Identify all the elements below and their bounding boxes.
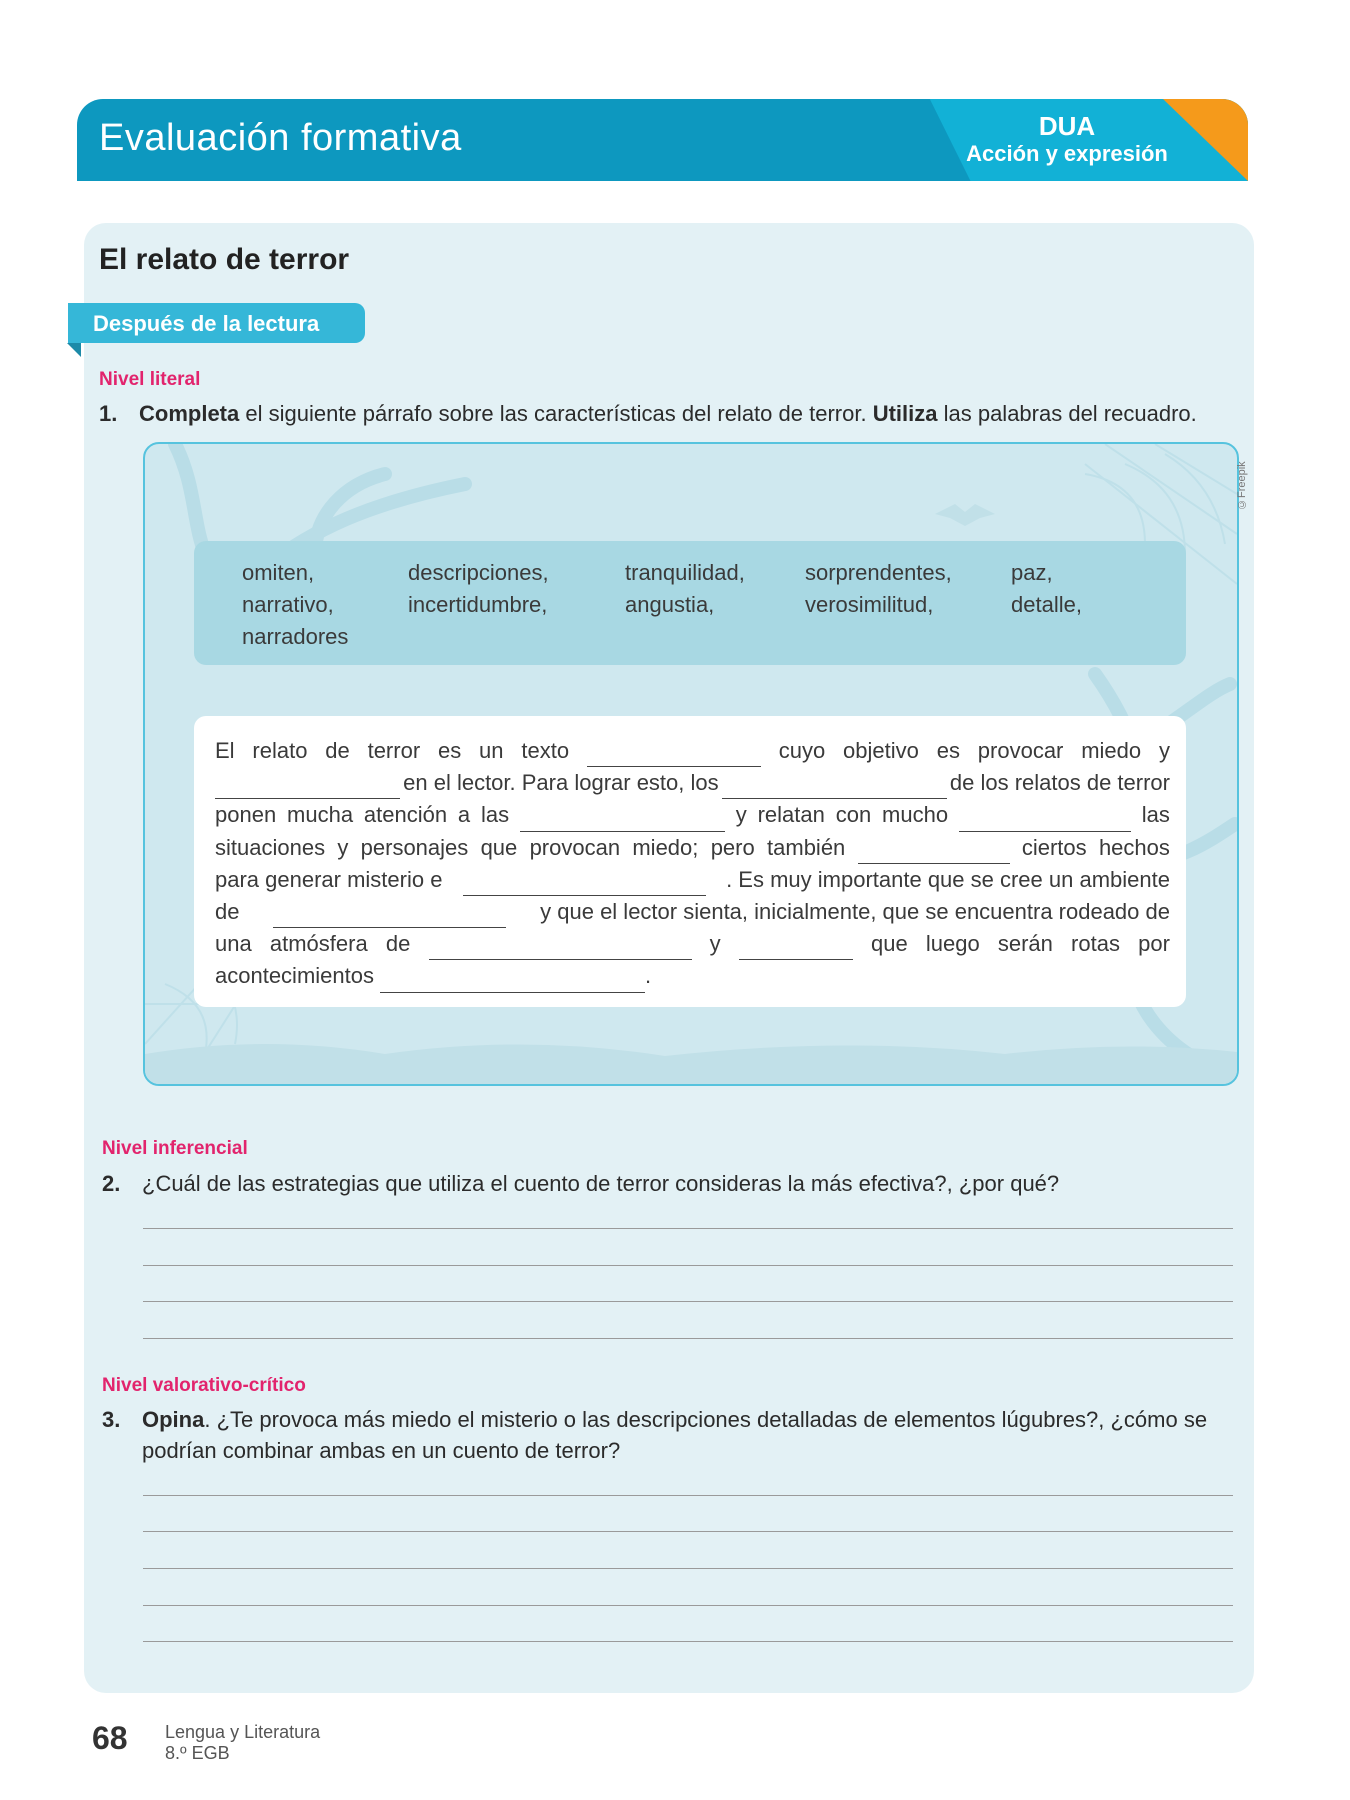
paragraph-word: por bbox=[1138, 931, 1170, 957]
answer-line[interactable] bbox=[143, 1301, 1233, 1302]
answer-blank[interactable] bbox=[959, 809, 1131, 832]
word-bank-item: incertidumbre, bbox=[408, 592, 548, 617]
paragraph-line bbox=[215, 832, 1170, 864]
paragraph-line bbox=[215, 896, 1170, 928]
answer-blank[interactable] bbox=[739, 937, 853, 960]
level-critical-label: Nivel valorativo-crítico bbox=[102, 1375, 306, 1396]
paragraph-line bbox=[215, 735, 1170, 767]
paragraph-word: mucho bbox=[882, 802, 949, 828]
paragraph-word: relatan bbox=[757, 802, 825, 828]
instruction-text: el siguiente párrafo sobre las características del relato de terror. bbox=[239, 401, 873, 426]
image-credit: ©Freepik bbox=[1236, 461, 1248, 510]
word-bank-item: detalle, bbox=[1011, 592, 1082, 617]
paragraph-word: es bbox=[437, 738, 462, 763]
paragraph-word: . Es muy importante que se cree un ambiente bbox=[726, 866, 1170, 892]
paragraph-word: rotas bbox=[1071, 931, 1120, 957]
word-bank-column bbox=[408, 557, 549, 621]
paragraph-word: terror bbox=[367, 738, 421, 763]
paragraph-word: que bbox=[480, 834, 518, 860]
word-bank-column bbox=[805, 557, 952, 621]
paragraph-word: y bbox=[709, 931, 721, 957]
paragraph-word: un bbox=[479, 738, 504, 763]
section-title: El relato de terror bbox=[99, 243, 350, 276]
answer-blank[interactable] bbox=[858, 841, 1010, 864]
paragraph-word: hechos bbox=[1098, 834, 1170, 860]
answer-line[interactable] bbox=[143, 1641, 1233, 1642]
word-bank-item: paz, bbox=[1011, 560, 1053, 585]
answer-line[interactable] bbox=[143, 1495, 1233, 1496]
paragraph-word: atención bbox=[363, 802, 448, 828]
paragraph-word: con bbox=[835, 802, 872, 828]
answer-line[interactable] bbox=[143, 1265, 1233, 1266]
word-bank-column bbox=[242, 557, 348, 653]
paragraph-word: . bbox=[644, 963, 652, 989]
paragraph-line bbox=[215, 960, 1170, 992]
question-number: 2. bbox=[102, 1171, 121, 1196]
cloze-paragraph-box bbox=[194, 716, 1186, 1007]
paragraph-word: y bbox=[735, 802, 747, 828]
paragraph-word: serán bbox=[997, 931, 1053, 957]
answer-blank[interactable] bbox=[215, 776, 400, 799]
paragraph-word: de bbox=[215, 899, 240, 925]
paragraph-word: es bbox=[936, 738, 960, 763]
paragraph-word: objetivo bbox=[843, 738, 919, 763]
question-2 bbox=[102, 1168, 1242, 1199]
dua-label: DUA bbox=[1038, 111, 1096, 141]
paragraph-word: y bbox=[337, 834, 349, 860]
footer-subject bbox=[165, 1722, 320, 1764]
page-number: 68 bbox=[92, 1720, 128, 1756]
paragraph-word: situaciones bbox=[215, 834, 326, 860]
question-3 bbox=[102, 1404, 1252, 1466]
paragraph-line bbox=[215, 767, 1170, 799]
paragraph-word: y que el lector sienta, inicialmente, que se encuentra rodeado de bbox=[540, 899, 1170, 925]
question-number: 3. bbox=[102, 1407, 121, 1432]
paragraph-word: relato bbox=[252, 738, 308, 763]
section-tab-label: Después de la lectura bbox=[93, 311, 320, 336]
word-bank-item: narrativo, bbox=[242, 592, 334, 617]
grade-level: 8.º EGB bbox=[165, 1743, 230, 1763]
answer-blank[interactable] bbox=[587, 744, 761, 767]
answer-blank[interactable] bbox=[520, 809, 725, 832]
paragraph-word: acontecimientos bbox=[215, 963, 374, 989]
word-bank-item: tranquilidad, bbox=[625, 560, 745, 585]
paragraph-word: provocar bbox=[977, 738, 1064, 763]
instruction-verb: Utiliza bbox=[872, 401, 938, 426]
paragraph-word: provocan bbox=[529, 834, 621, 860]
answer-line[interactable] bbox=[143, 1338, 1233, 1339]
answer-line[interactable] bbox=[143, 1605, 1233, 1606]
answer-blank[interactable] bbox=[380, 970, 645, 993]
paragraph-word: de los relatos de terror bbox=[949, 770, 1170, 796]
answer-line[interactable] bbox=[143, 1531, 1233, 1532]
answer-line[interactable] bbox=[143, 1568, 1233, 1569]
instruction-text: las palabras del recuadro. bbox=[937, 401, 1197, 426]
word-bank-item: sorprendentes, bbox=[805, 560, 952, 585]
paragraph-word: las bbox=[1141, 802, 1170, 828]
paragraph-word: miedo bbox=[1081, 738, 1142, 763]
paragraph-word: de bbox=[385, 931, 411, 957]
paragraph-word: El bbox=[215, 738, 235, 763]
paragraph-line bbox=[215, 864, 1170, 896]
question-text: podrían combinar ambas en un cuento de terror? bbox=[142, 1438, 621, 1463]
paragraph-line bbox=[215, 799, 1170, 831]
paragraph-word: para generar misterio e bbox=[215, 866, 443, 892]
paragraph-word: ponen bbox=[215, 802, 277, 828]
cloze-paragraph bbox=[215, 735, 1170, 993]
paragraph-word: ciertos bbox=[1021, 834, 1087, 860]
paragraph-word: atmósfera bbox=[269, 931, 368, 957]
paragraph-word: pero bbox=[710, 834, 755, 860]
paragraph-word: en el lector. Para lograr esto, los bbox=[403, 770, 719, 796]
section-tab bbox=[68, 303, 365, 343]
word-bank-item: descripciones, bbox=[408, 560, 549, 585]
word-bank-item: angustia, bbox=[625, 592, 715, 617]
word-bank-column bbox=[1011, 557, 1082, 621]
word-bank-item: omiten, bbox=[242, 560, 315, 585]
dua-subtitle: Acción y expresión bbox=[966, 141, 1168, 166]
paragraph-word: y bbox=[1158, 738, 1170, 763]
paragraph-word: también bbox=[767, 834, 846, 860]
paragraph-word: texto bbox=[521, 738, 570, 763]
paragraph-word: una bbox=[215, 931, 252, 957]
paragraph-word: personajes bbox=[360, 834, 469, 860]
word-bank-item: narradores bbox=[242, 624, 349, 649]
paragraph-line bbox=[215, 928, 1170, 960]
instruction-verb: Completa bbox=[139, 401, 240, 426]
subject-name: Lengua y Literatura bbox=[165, 1722, 321, 1742]
paragraph-word: las bbox=[480, 802, 510, 828]
word-bank bbox=[194, 541, 1186, 665]
answer-blank[interactable] bbox=[429, 937, 692, 960]
word-bank-column bbox=[625, 557, 745, 621]
dua-badge bbox=[952, 112, 1182, 168]
instruction-verb: Opina bbox=[142, 1407, 205, 1432]
paragraph-word: luego bbox=[925, 931, 980, 957]
header-banner bbox=[77, 99, 1248, 181]
paragraph-word: que bbox=[870, 931, 908, 957]
answer-line[interactable] bbox=[143, 1228, 1233, 1229]
question-number: 1. bbox=[99, 401, 118, 426]
level-inferential-label: Nivel inferencial bbox=[102, 1138, 248, 1159]
answer-blank[interactable] bbox=[273, 905, 506, 928]
question-1 bbox=[99, 398, 1249, 429]
paragraph-word: mucha bbox=[287, 802, 354, 828]
answer-blank[interactable] bbox=[722, 776, 947, 799]
paragraph-word: a bbox=[457, 802, 471, 828]
answer-blank[interactable] bbox=[463, 873, 706, 896]
paragraph-word: de bbox=[325, 738, 350, 763]
paragraph-word: miedo; bbox=[632, 834, 699, 860]
word-bank-item: verosimilitud, bbox=[805, 592, 934, 617]
question-text: ¿Cuál de las estrategias que utiliza el cuento de terror consideras la más efectiva?, ¿por qué? bbox=[142, 1171, 1060, 1196]
question-text: . ¿Te provoca más miedo el misterio o las descripciones detalladas de elementos lúgubres?, ¿cómo se bbox=[204, 1407, 1208, 1432]
level-literal-label: Nivel literal bbox=[99, 369, 201, 390]
paragraph-word: cuyo bbox=[778, 738, 826, 763]
page-title: Evaluación formativa bbox=[99, 117, 462, 159]
